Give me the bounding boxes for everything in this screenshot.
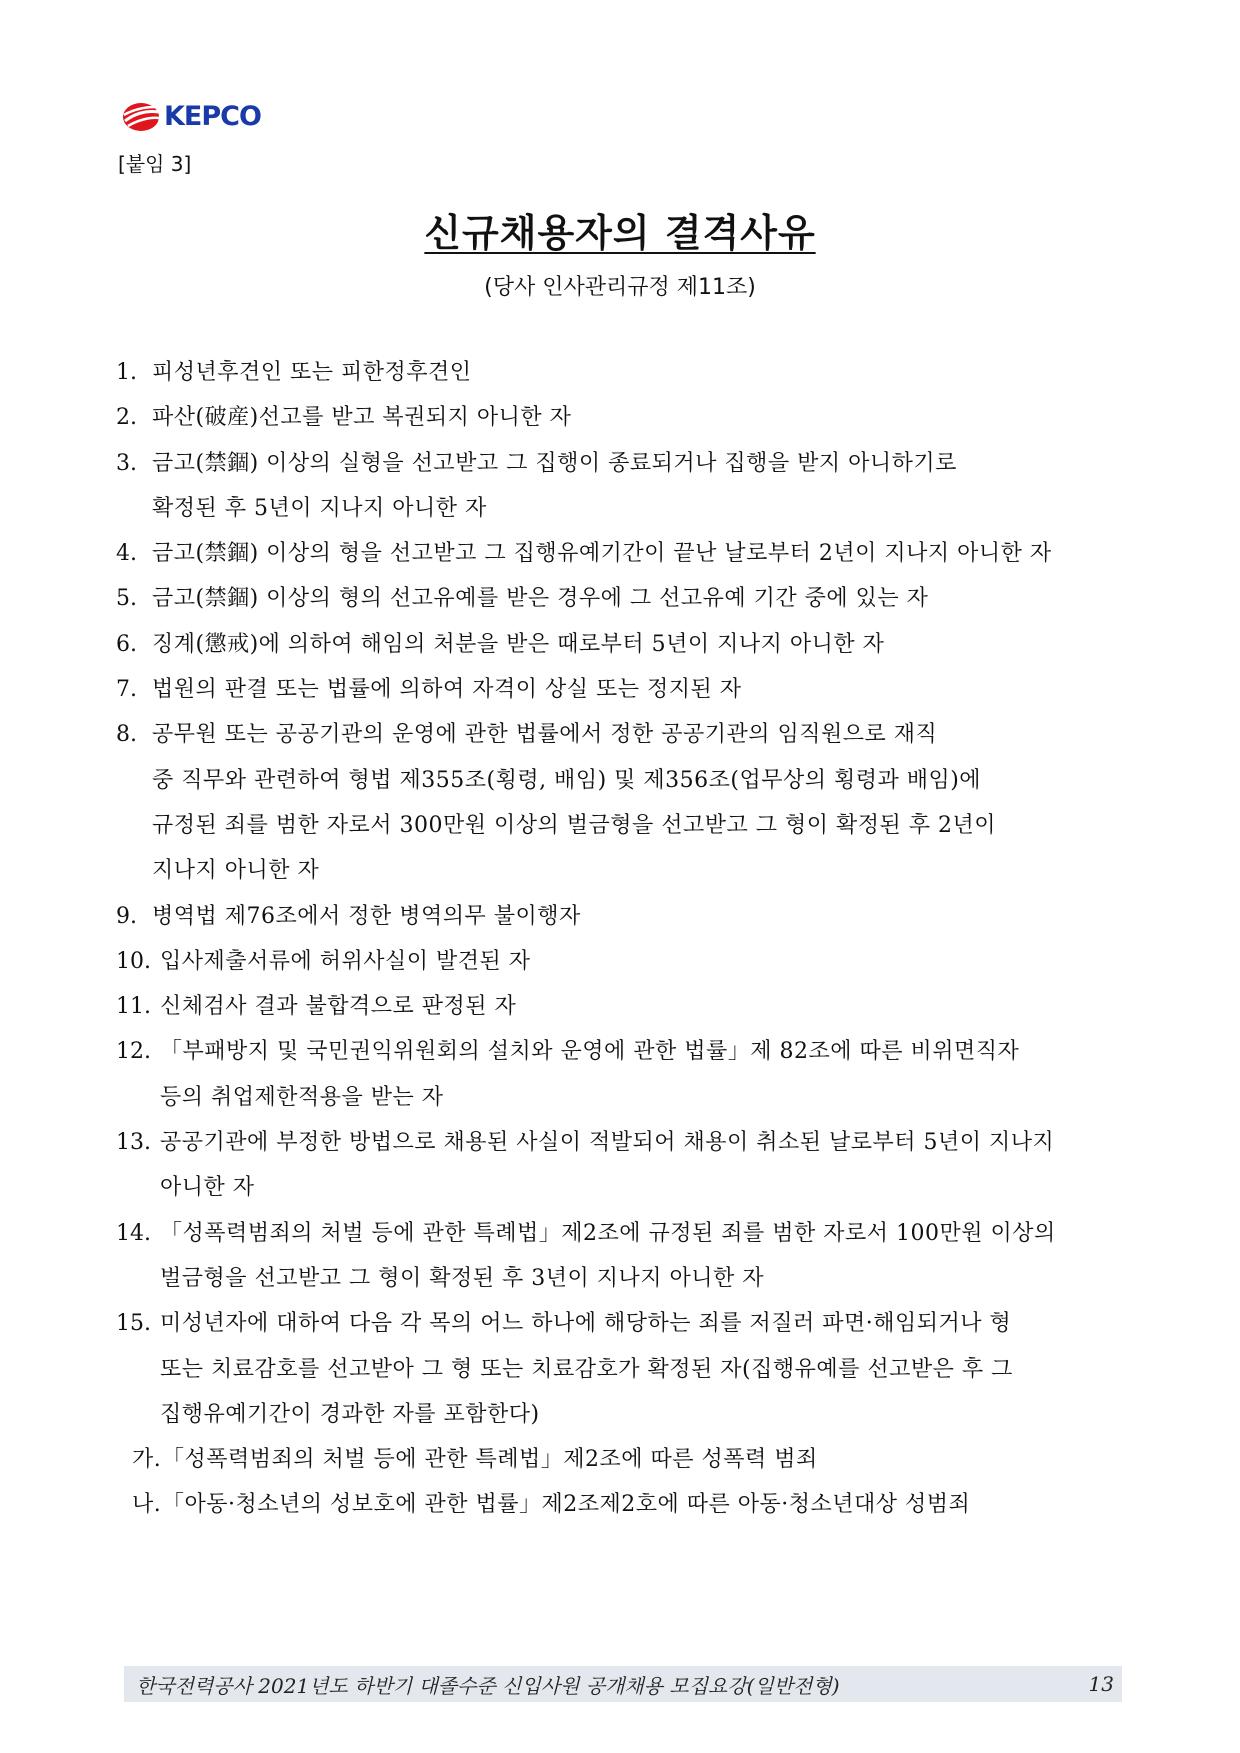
sub-list-item [116,1482,1126,1527]
item-number: 2. [116,405,137,431]
list-item [116,350,1126,395]
attachment-label: [붙임 3] [118,152,192,176]
logo-wordmark: KEPCO [164,101,261,132]
item-number: 10. [116,948,151,974]
item-number: 15. [116,1311,151,1337]
item-number: 14. [116,1220,151,1246]
item-text: 「아동·청소년의 성보호에 관한 법률」제2조제2호에 따른 아동·청소년대상 성범죄 [162,1492,971,1518]
item-number: 12. [116,1039,151,1065]
item-number: 11. [116,994,151,1020]
item-number: 8. [116,722,137,748]
list-item [116,531,1126,576]
item-text: 금고(禁錮) 이상의 형의 선고유예를 받은 경우에 그 선고유예 기간 중에 있는 자 [152,586,929,612]
item-number: 가. [132,1447,162,1473]
item-number: 7. [116,677,137,703]
list-item [116,984,1126,1029]
list-item [116,894,1126,939]
kepco-logo [122,102,261,132]
item-number: 4. [116,541,137,567]
footer-text: 한국전력공사 2021년도 하반기 대졸수준 신입사원 공개채용 모집요강(일반전형) [136,1673,840,1698]
item-text: 법원의 판결 또는 법률에 의하여 자격이 상실 또는 정지된 자 [152,677,742,703]
list-item [116,622,1126,667]
item-text: 파산(破産)선고를 받고 복권되지 아니한 자 [152,405,572,431]
item-text: 징계(懲戒)에 의하여 해임의 처분을 받은 때로부터 5년이 지나지 아니한 자 [152,631,885,657]
list-item [116,939,1126,984]
item-text: 「성폭력범죄의 처벌 등에 관한 특례법」제2조에 규정된 죄를 범한 자로서 100만원 이상의 벌금형을 선고받고 그 형이 확정된 후 3년이 지나지 아니한 자 [160,1220,1056,1291]
page-subtitle: (당사 인사관리규정 제11조) [484,275,756,300]
page-footer [124,1666,1122,1702]
item-text: 「부패방지 및 국민권익위원회의 설치와 운영에 관한 법률」제 82조에 따른 비위면직자 등의 취업제한적용을 받는 자 [160,1039,1020,1110]
list-item [116,441,1126,532]
item-number: 13. [116,1130,151,1156]
page-number: 13 [1088,1672,1114,1696]
list-item [116,1211,1126,1302]
item-text: 금고(禁錮) 이상의 형을 선고받고 그 집행유예기간이 끝난 날로부터 2년이 지나지 아니한 자 [152,541,1052,567]
list-item [116,1301,1126,1437]
item-number: 3. [116,450,137,476]
item-text: 입사제출서류에 허위사실이 발견된 자 [160,948,531,974]
item-number: 6. [116,631,137,657]
page-title: 신규채용자의 결격사유 [424,211,816,255]
item-text: 피성년후견인 또는 피한정후견인 [152,360,472,385]
list-item [116,1120,1126,1211]
item-number: 5. [116,586,137,612]
list-item [116,712,1126,893]
sub-list-item [116,1437,1126,1482]
sub-items-container [116,1437,1126,1528]
item-text: 공공기관에 부정한 방법으로 채용된 사실이 적발되어 채용이 취소된 날로부터 5년이 지나지 아니한 자 [160,1130,1055,1201]
list-item [116,395,1126,440]
item-number: 9. [116,903,137,929]
list-item [116,1029,1126,1120]
item-text: 공무원 또는 공공기관의 운영에 관한 법률에서 정한 공공기관의 임직원으로 재직 중 직무와 관련하여 형법 제355조(횡령, 배임) 및 제356조(업무상의 횡령과 배임)에 규정된 죄를 범한 자로서 300만원 이상의 벌금형을 선고받고 그 형이 확정된 후 2년이 지나지 아니한 자 [152,722,996,884]
item-text: 「성폭력범죄의 처벌 등에 관한 특례법」제2조에 따른 성폭력 범죄 [162,1447,818,1473]
item-number: 1. [116,360,137,385]
list-item [116,576,1126,621]
kepco-logo-icon [122,102,160,132]
item-text: 금고(禁錮) 이상의 실형을 선고받고 그 집행이 종료되거나 집행을 받지 아니하기로 확정된 후 5년이 지나지 아니한 자 [152,450,957,521]
item-text: 신체검사 결과 불합격으로 판정된 자 [160,994,517,1020]
disqualification-list [116,350,1126,1528]
list-item [116,667,1126,712]
items-container [116,350,1126,1437]
item-text: 병역법 제76조에서 정한 병역의무 불이행자 [152,903,581,929]
item-text: 미성년자에 대하여 다음 각 목의 어느 하나에 해당하는 죄를 저질러 파면·해임되거나 형 또는 치료감호를 선고받아 그 형 또는 치료감호가 확정된 자(집행유예를 선고받은 후 그 집행유예기간이 경과한 자를 포함한다) [160,1311,1013,1427]
item-number: 나. [132,1492,162,1518]
